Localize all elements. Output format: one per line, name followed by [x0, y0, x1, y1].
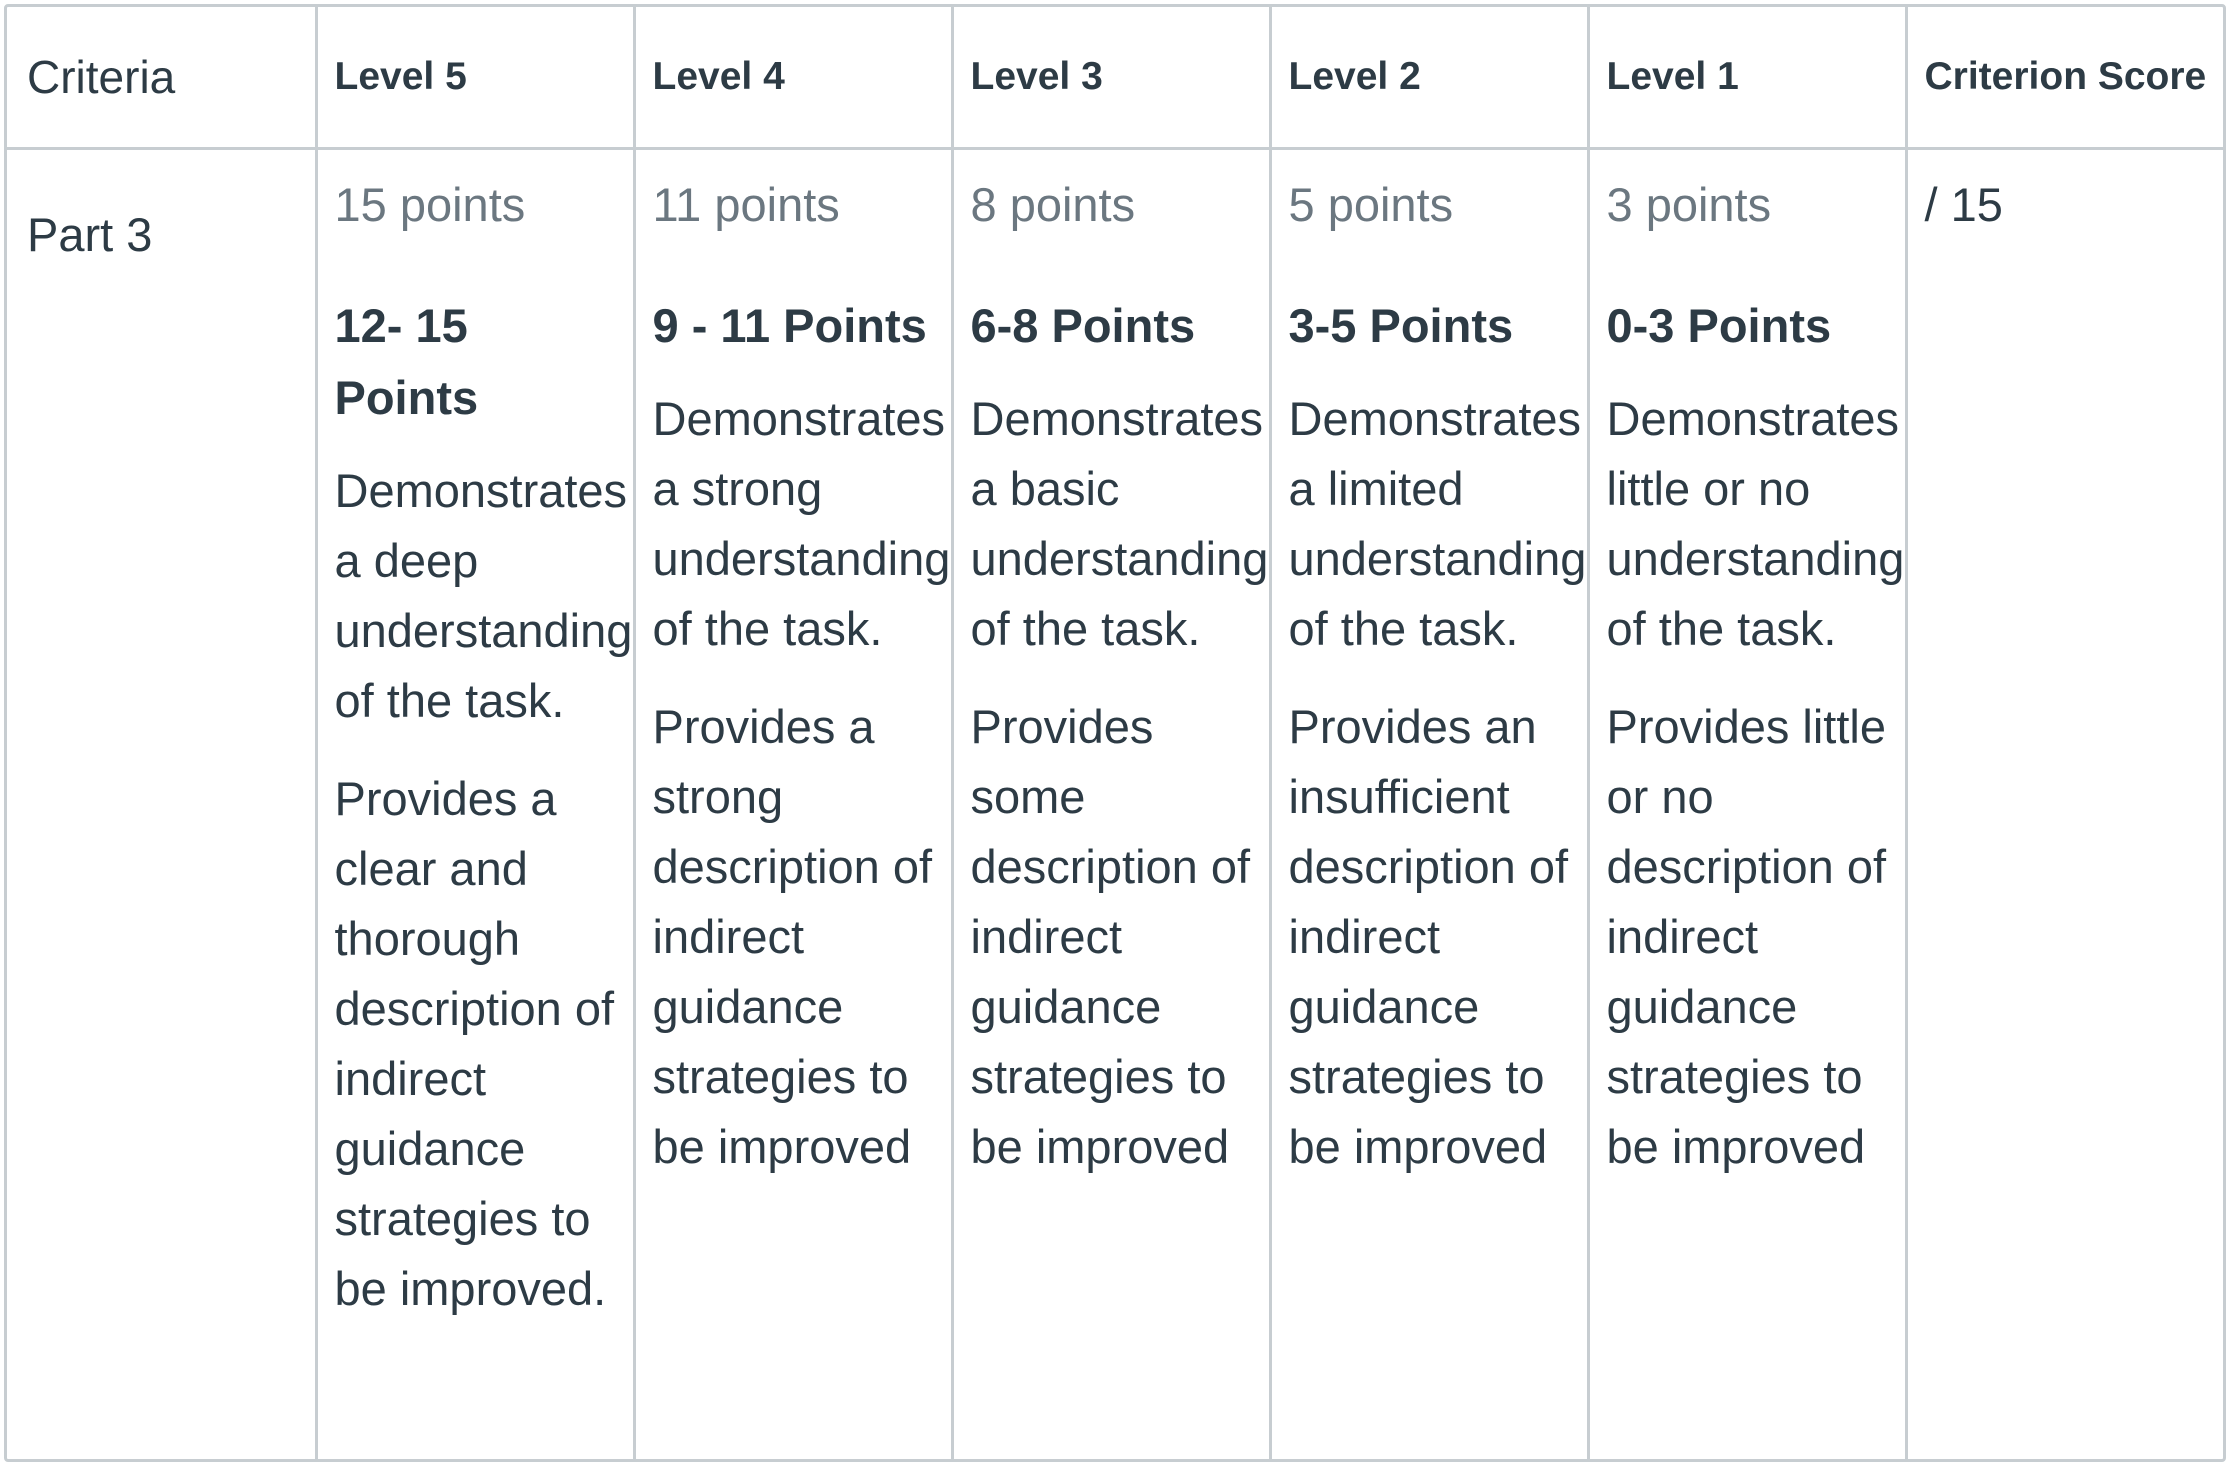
rating-detail: Provides a clear and thorough description of indirect guidance strategies to be improved. — [334, 771, 615, 1315]
rating-points: 11 points — [652, 177, 840, 231]
rubric-header — [7, 7, 2224, 148]
rating-detail: Provides some description of indirect guidance strategies to be improved — [970, 699, 1251, 1173]
rating-cell-level-4[interactable] — [634, 148, 952, 1459]
criteria-header: Criteria — [7, 7, 316, 148]
level-3-header: Level 3 — [952, 7, 1270, 148]
rubric-table — [7, 7, 2224, 1459]
rating-detail: Provides little or no description of indirect guidance strategies to be improved — [1606, 699, 1887, 1173]
rating-detail: Provides a strong description of indirect guidance strategies to be improved — [652, 699, 933, 1173]
rating-cell-level-5[interactable] — [316, 148, 634, 1459]
rating-description: Demonstrates a deep understanding of the task. — [334, 463, 633, 727]
rating-description: Demonstrates a strong understanding of the task. — [652, 391, 951, 655]
rubric-table-container — [4, 4, 2226, 1462]
rating-points: 15 points — [334, 177, 526, 231]
criterion-score: / 15 — [1924, 177, 2003, 231]
rating-range: 6-8 Points — [970, 298, 1196, 352]
header-row — [7, 7, 2224, 148]
rating-range: 9 - 11 Points — [652, 298, 927, 352]
rating-points: 8 points — [970, 177, 1136, 231]
level-4-header: Level 4 — [634, 7, 952, 148]
rubric-body — [7, 148, 2224, 1459]
level-2-header: Level 2 — [1270, 7, 1588, 148]
rating-cell-level-1[interactable] — [1588, 148, 1906, 1459]
level-1-header: Level 1 — [1588, 7, 1906, 148]
rating-range: 0-3 Points — [1606, 298, 1832, 352]
criterion-score-header: Criterion Score — [1906, 7, 2224, 148]
rating-description: Demonstrates a limited understanding of the task. — [1288, 391, 1587, 655]
rating-points: 5 points — [1288, 177, 1454, 231]
rating-range: 12- 15 Points — [334, 298, 479, 424]
criterion-row — [7, 148, 2224, 1459]
rating-cell-level-3[interactable] — [952, 148, 1270, 1459]
rating-description: Demonstrates a basic understanding of the task. — [970, 391, 1269, 655]
rating-points: 3 points — [1606, 177, 1772, 231]
criterion-name: Part 3 — [7, 148, 316, 1459]
rating-cell-level-2[interactable] — [1270, 148, 1588, 1459]
rating-range: 3-5 Points — [1288, 298, 1514, 352]
rating-description: Demonstrates little or no understanding of the task. — [1606, 391, 1905, 655]
rating-detail: Provides an insufficient description of indirect guidance strategies to be improved — [1288, 699, 1569, 1173]
level-5-header: Level 5 — [316, 7, 634, 148]
